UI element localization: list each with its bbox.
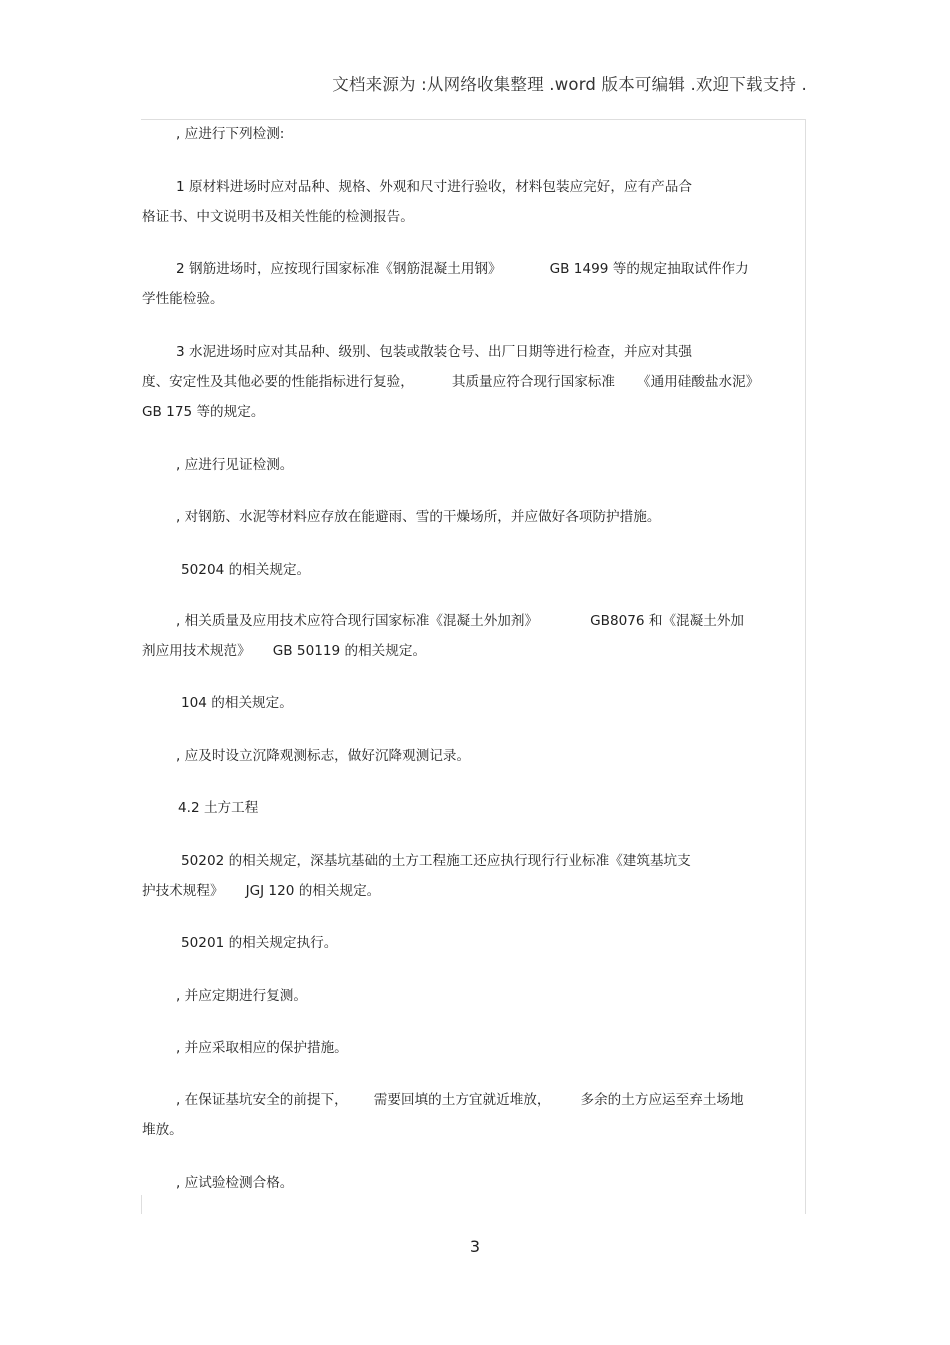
- paragraph-line: [142, 1085, 802, 1115]
- paragraph-line: 学性能检验。: [142, 291, 224, 307]
- paragraph-11: [142, 846, 802, 906]
- paragraph-10: [142, 741, 802, 771]
- paragraph-line: , 并应定期进行复测。: [176, 988, 307, 1004]
- paragraph-segment: GB 1499 等的规定抽取试件作力: [549, 261, 749, 277]
- paragraph-segment: 剂应用技术规范》: [142, 643, 251, 659]
- paragraph-line: 104 的相关规定。: [181, 695, 293, 711]
- paragraph-line: [142, 254, 802, 284]
- paragraph-segment: 需要回填的土方宜就近堆放，: [373, 1092, 551, 1108]
- paragraph-3: [142, 254, 802, 314]
- paragraph-5: [142, 450, 802, 480]
- paragraph-line: GB 175 等的规定。: [142, 404, 265, 420]
- paragraph-7: [142, 555, 802, 585]
- paragraph-segment: 其质量应符合现行国家标准: [451, 374, 615, 390]
- paragraph-4: [142, 337, 802, 427]
- paragraph-segment: 护技术规程》: [142, 883, 224, 899]
- paragraph-line: [142, 876, 802, 906]
- paragraph-segment: 度、安定性及其他必要的性能指标进行复验，: [142, 374, 414, 390]
- page-header: 文档来源为 :从网络收集整理 .word 版本可编辑 .欢迎下载支持 .: [332, 75, 807, 94]
- paragraph-segment: GB 50119 的相关规定。: [272, 643, 427, 659]
- paragraph-segment: 多余的土方应运至弃土场地: [580, 1092, 744, 1108]
- paragraph-15: [142, 1085, 802, 1145]
- paragraph-2: [142, 172, 802, 232]
- paragraph-line: , 应试验检测合格。: [176, 1175, 294, 1191]
- paragraph-line: , 对钢筋、水泥等材料应存放在能避雨、雪的干燥场所，并应做好各项防护措施。: [176, 509, 661, 525]
- paragraph-line: [142, 636, 802, 666]
- paragraph-segment: JGJ 120 的相关规定。: [245, 883, 381, 899]
- paragraph-1: [142, 119, 802, 149]
- paragraph-line: 50201 的相关规定执行。: [181, 935, 338, 951]
- paragraph-line: [142, 367, 802, 397]
- paragraph-line: 堆放。: [142, 1122, 183, 1138]
- paragraph-9: [142, 688, 802, 718]
- paragraph-line: , 应及时设立沉降观测标志，做好沉降观测记录。: [176, 748, 471, 764]
- paragraph-8: [142, 606, 802, 666]
- paragraph-line: , 应进行下列检测:: [176, 126, 285, 142]
- paragraph-line: , 并应采取相应的保护措施。: [176, 1040, 348, 1056]
- paragraph-segment: GB8076 和《混凝土外加: [590, 613, 745, 629]
- paragraph-segment: 2 钢筋进场时，应按现行国家标准《钢筋混凝土用钢》: [176, 261, 502, 277]
- paragraph-line: 1 原材料进场时应对品种、规格、外观和尺寸进行验收，材料包装应完好，应有产品合: [176, 179, 692, 195]
- paragraph-line: 3 水泥进场时应对其品种、级别、包装或散装仓号、出厂日期等进行检查，并应对其强: [176, 344, 692, 360]
- paragraph-14: [142, 1033, 802, 1063]
- paragraph-12: [142, 928, 802, 958]
- paragraph-line: 50204 的相关规定。: [181, 562, 311, 578]
- paragraph-segment: , 相关质量及应用技术应符合现行国家标准《混凝土外加剂》: [176, 613, 539, 629]
- paragraph-line: , 应进行见证检测。: [176, 457, 294, 473]
- paragraph-13: [142, 981, 802, 1011]
- paragraph-line: 4.2 土方工程: [178, 800, 259, 816]
- section-heading: [142, 793, 802, 823]
- paragraph-line: 格证书、中文说明书及相关性能的检测报告。: [142, 209, 414, 225]
- paragraph-segment: 《通用硅酸盐水泥》: [637, 374, 760, 390]
- paragraph-line: 50202 的相关规定，深基坑基础的土方工程施工还应执行现行行业标准《建筑基坑支: [181, 853, 691, 869]
- paragraph-16: [142, 1168, 802, 1198]
- page-number: 3: [469, 1237, 481, 1256]
- paragraph-segment: , 在保证基坑安全的前提下，: [176, 1092, 348, 1108]
- paragraph-line: [142, 606, 802, 636]
- paragraph-6: [142, 502, 802, 532]
